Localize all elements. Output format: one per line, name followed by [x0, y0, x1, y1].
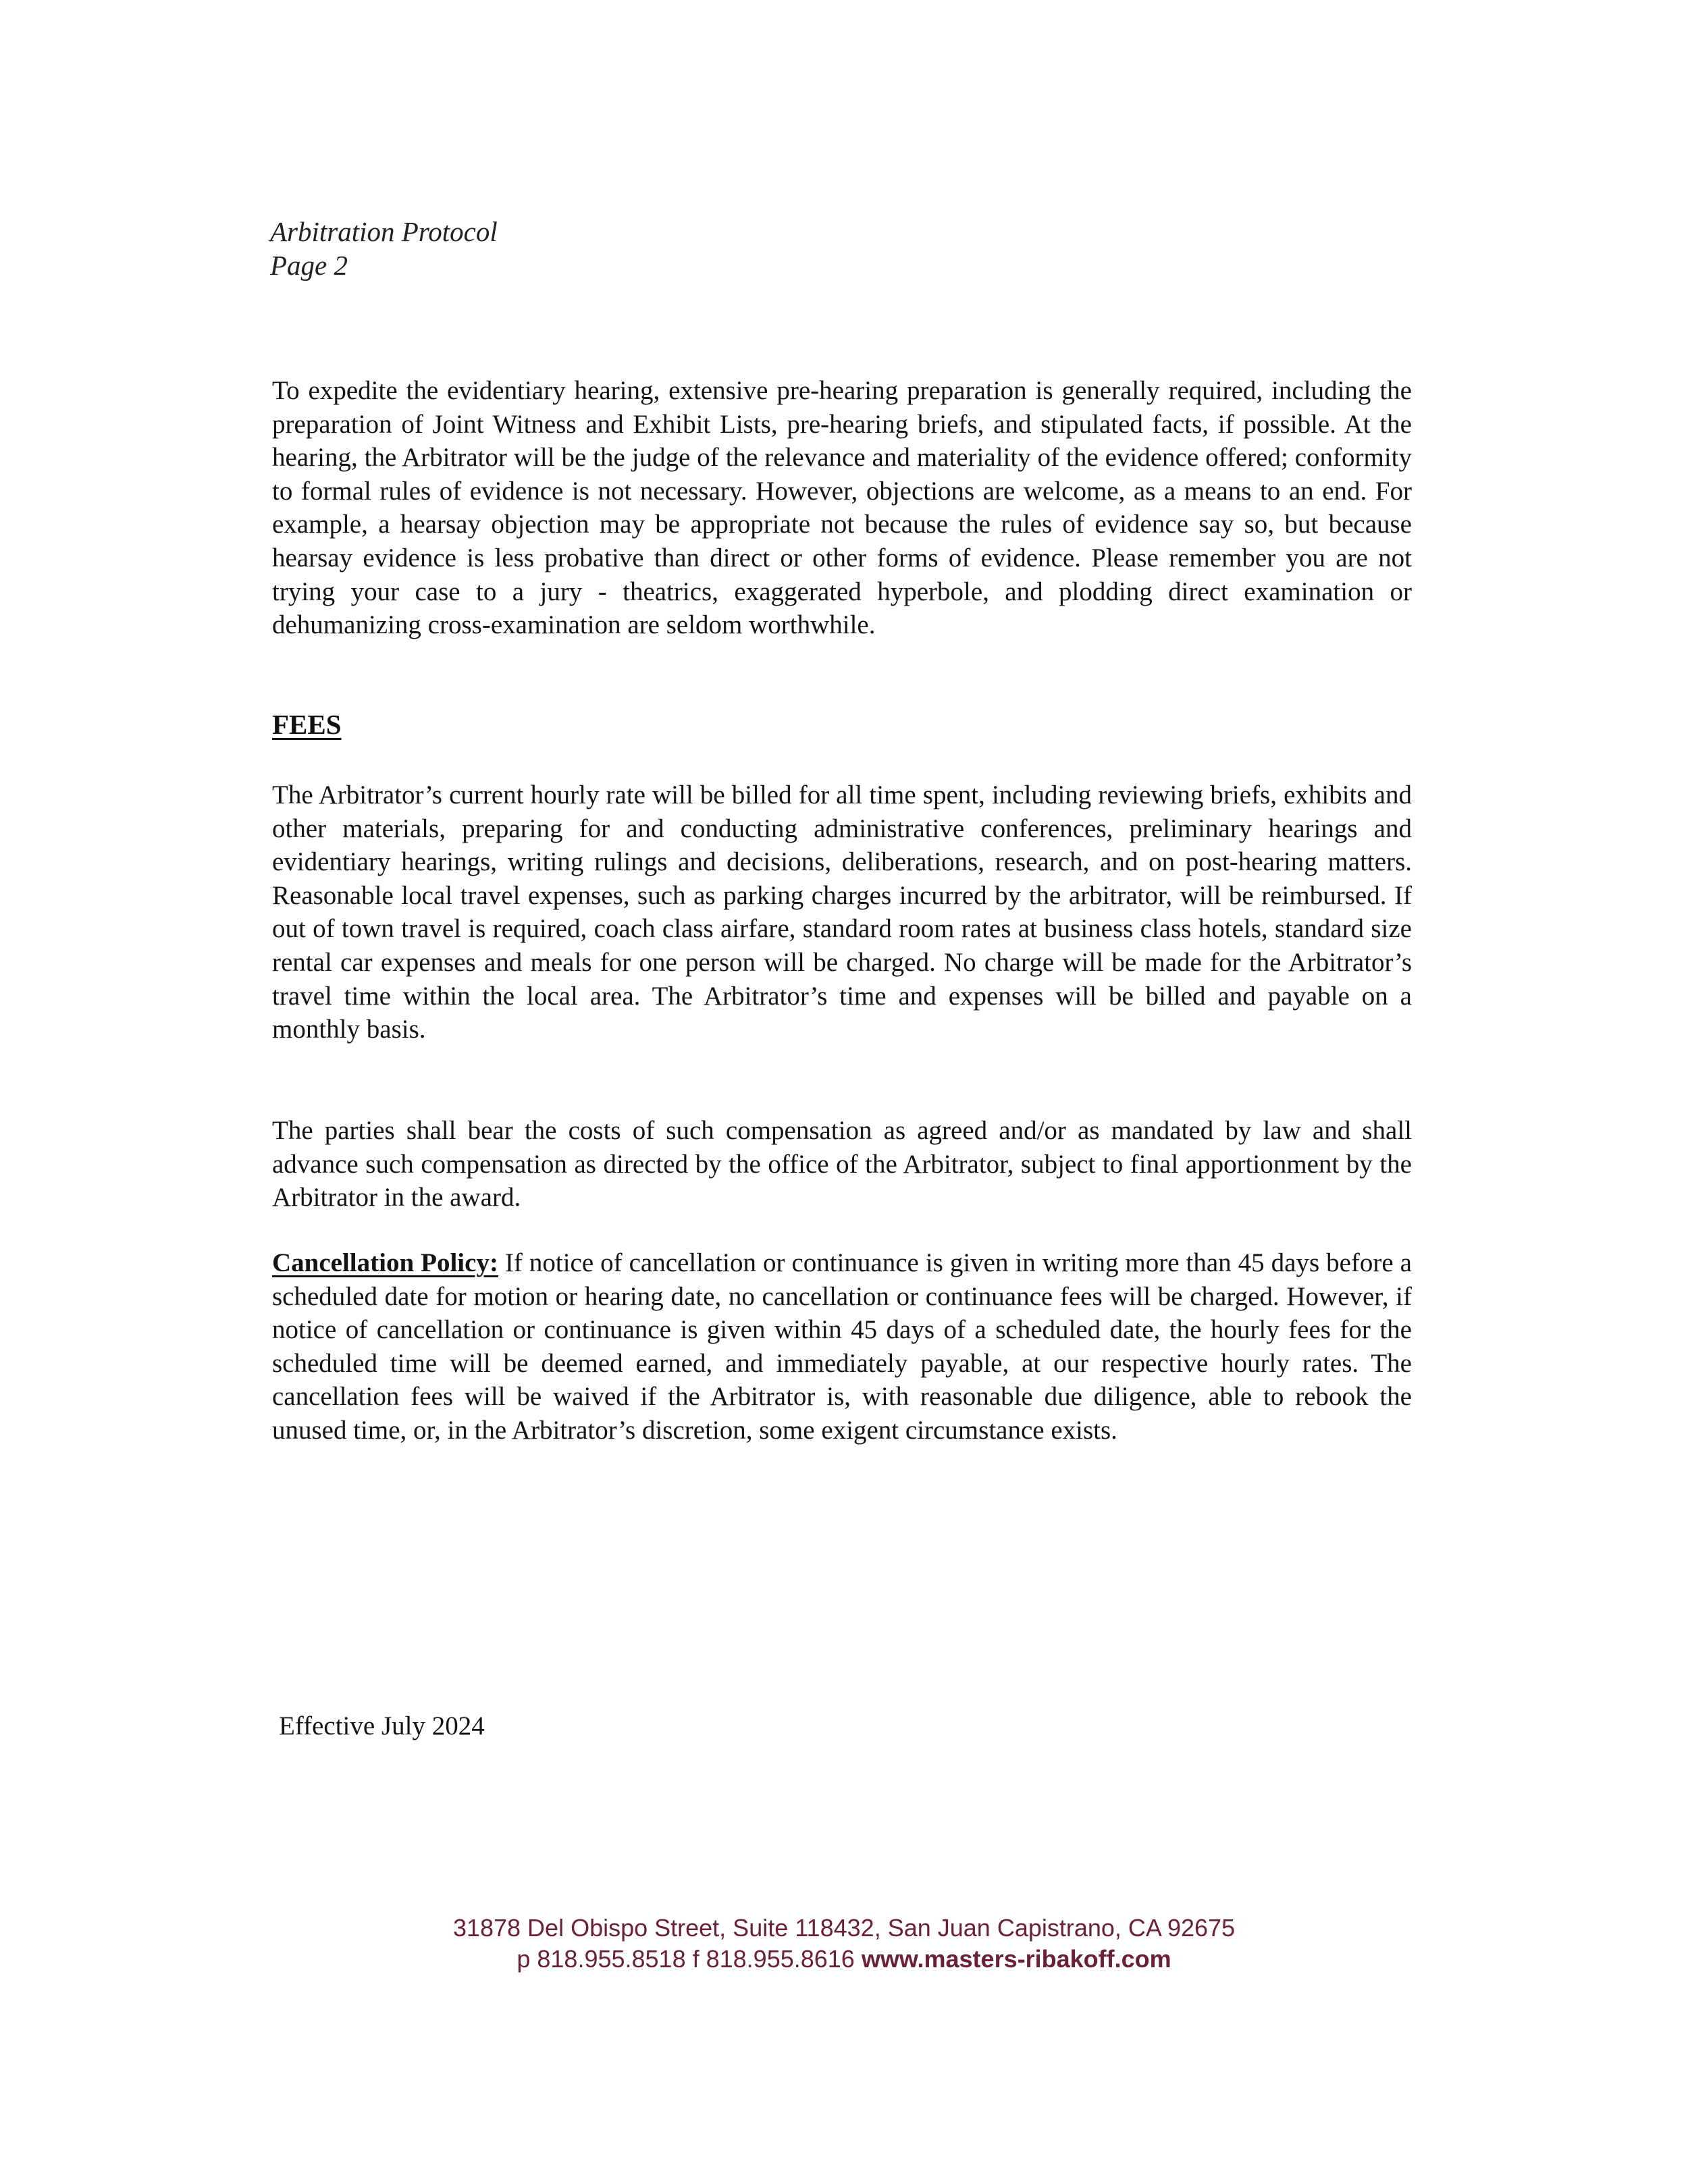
effective-date: Effective July 2024	[279, 1711, 485, 1740]
footer-address: 31878 Del Obispo Street, Suite 118432, San Juan Capistrano, CA 92675	[452, 1914, 1236, 1942]
page-number: Page 2	[270, 250, 348, 281]
document-title: Arbitration Protocol	[270, 216, 498, 247]
fees-paragraph: The Arbitrator’s current hourly rate will be billed for all time spent, including reviewing briefs, exhibits and other materials, preparing for and conducting administrative conferences, preliminary hearings and evidentiary hearings, writing rulings and decisions, deliberations, research, and on post-hearing matters. Reasonable local travel expenses, such as parking charges incurred by the arbitrator, will be reimbursed. If out of town travel is required, coach class airfare, standard room rates at business class hotels, standard size rental car expenses and meals for one person will be charged. No charge will be made for the Arbitrator’s travel time within the local area. The Arbitrator’s time and expenses will be billed and payable on a monthly basis.	[272, 780, 1412, 1044]
page-header	[270, 215, 498, 282]
fees-heading: FEES	[272, 709, 342, 740]
parties-paragraph: The parties shall bear the costs of such compensation as agreed and/or as mandated by law and shall advance such compensation as directed by the office of the Arbitrator, subject to final apportionment by the Arbitrator in the award.	[272, 1116, 1412, 1213]
intro-paragraph: To expedite the evidentiary hearing, extensive pre-hearing preparation is generally required, including the preparation of Joint Witness and Exhibit Lists, pre-hearing briefs, and stipulated facts, if possible. At the hearing, the Arbitrator will be the judge of the relevance and materiality of the evidence offered; conformity to formal rules of evidence is not necessary. However, objections are welcome, as a means to an end. For example, a hearsay objection may be appropriate not because the rules of evidence say so, but because hearsay evidence is less probative than direct or other forms of evidence. Please remember you are not trying your case to a jury - theatrics, exaggerated hyperbole, and plodding direct examination or dehumanizing cross-examination are seldom worthwhile.	[272, 376, 1412, 640]
footer-contact-line	[0, 1944, 1688, 1975]
cancellation-paragraph	[272, 1246, 1412, 1447]
letterhead-footer	[0, 1913, 1688, 1975]
cancellation-policy-label: Cancellation Policy:	[272, 1248, 498, 1277]
footer-website-link[interactable]: www.masters-ribakoff.com	[861, 1945, 1171, 1973]
footer-phones: p 818.955.8518 f 818.955.8616	[517, 1945, 862, 1973]
cancellation-policy-text: If notice of cancellation or continuance is given in writing more than 45 days before a scheduled date for motion or hearing date, no cancellation or continuance fees will be charged. However, if notice of cancellation or continuance is given within 45 days of a scheduled date, the hourly fees for the scheduled time will be deemed earned, and immediately payable, at our respective hourly rates. The cancellation fees will be waived if the Arbitrator is, with reasonable due diligence, able to rebook the unused time, or, in the Arbitrator’s discretion, some exigent circumstance exists.	[272, 1248, 1412, 1445]
